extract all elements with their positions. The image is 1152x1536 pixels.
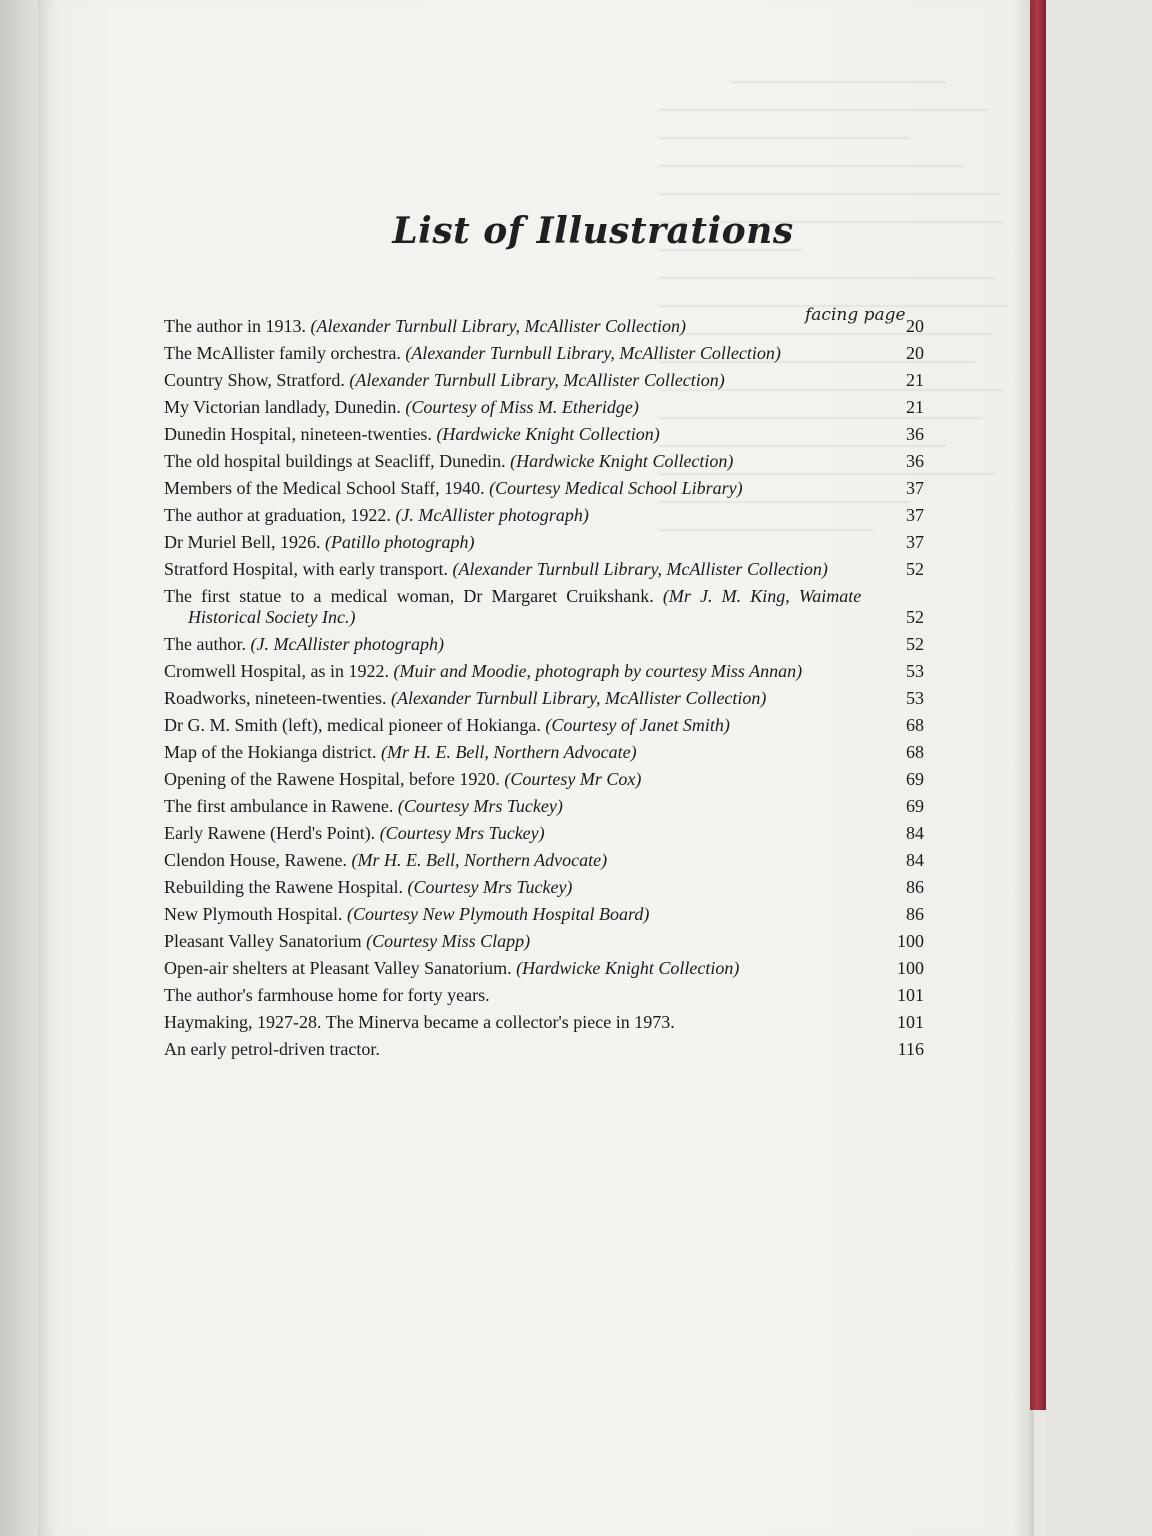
illustration-caption bbox=[164, 505, 861, 526]
facing-page-number: 52 bbox=[906, 607, 924, 627]
caption-credit: (Alexander Turnbull Library, McAllister Collection) bbox=[405, 343, 781, 363]
caption-credit: (Hardwicke Knight Collection) bbox=[436, 424, 660, 444]
caption-title: Roadworks, nineteen-twenties. bbox=[164, 688, 387, 708]
caption-title: Early Rawene (Herd's Point). bbox=[164, 823, 376, 843]
illustration-caption bbox=[164, 688, 861, 709]
illustration-caption bbox=[164, 478, 861, 499]
caption-title: The author at graduation, 1922. bbox=[164, 505, 391, 525]
illustration-caption bbox=[164, 661, 861, 682]
caption-credit: (Courtesy Mrs Tuckey) bbox=[407, 877, 573, 897]
list-item bbox=[164, 397, 924, 418]
caption-credit: (Hardwicke Knight Collection) bbox=[510, 451, 734, 471]
list-item bbox=[164, 823, 924, 844]
facing-page-number: 53 bbox=[906, 688, 924, 708]
caption-title: The author in 1913. bbox=[164, 316, 306, 336]
caption-credit: (Alexander Turnbull Library, McAllister Collection) bbox=[349, 370, 725, 390]
illustration-caption bbox=[164, 451, 861, 472]
caption-title: The old hospital buildings at Seacliff, Dunedin. bbox=[164, 451, 506, 471]
illustration-caption bbox=[164, 424, 861, 445]
facing-page-number: 69 bbox=[906, 796, 924, 816]
list-item bbox=[164, 505, 924, 526]
illustration-caption bbox=[164, 316, 861, 337]
list-item bbox=[164, 688, 924, 709]
list-item bbox=[164, 931, 924, 952]
list-item bbox=[164, 478, 924, 499]
illustration-caption bbox=[164, 586, 861, 628]
list-item bbox=[164, 316, 924, 337]
caption-credit: (Muir and Moodie, photograph by courtesy Miss Annan) bbox=[393, 661, 803, 681]
caption-credit: (Courtesy of Miss M. Etheridge) bbox=[405, 397, 639, 417]
facing-page-number: 21 bbox=[906, 370, 924, 390]
caption-title: Dr Muriel Bell, 1926. bbox=[164, 532, 321, 552]
caption-title: The McAllister family orchestra. bbox=[164, 343, 401, 363]
illustration-caption bbox=[164, 823, 861, 844]
facing-page-number: 84 bbox=[906, 850, 924, 870]
illustration-caption bbox=[164, 769, 861, 790]
caption-title: Members of the Medical School Staff, 1940. bbox=[164, 478, 485, 498]
illustration-caption bbox=[164, 1012, 861, 1033]
list-item bbox=[164, 796, 924, 817]
caption-title: Dunedin Hospital, nineteen-twenties. bbox=[164, 424, 432, 444]
caption-credit: (Patillo photograph) bbox=[324, 532, 475, 552]
caption-credit: (Courtesy Mrs Tuckey) bbox=[379, 823, 545, 843]
caption-title: Stratford Hospital, with early transport. bbox=[164, 559, 448, 579]
facing-page-number: 101 bbox=[897, 985, 924, 1005]
facing-page-number: 86 bbox=[906, 904, 924, 924]
illustration-caption bbox=[164, 532, 861, 553]
facing-page-number: 20 bbox=[906, 343, 924, 363]
caption-title: Open-air shelters at Pleasant Valley Sanatorium. bbox=[164, 958, 512, 978]
caption-credit: (Hardwicke Knight Collection) bbox=[516, 958, 740, 978]
list-item bbox=[164, 424, 924, 445]
caption-credit: (Mr H. E. Bell, Northern Advocate) bbox=[380, 742, 637, 762]
caption-title: Rebuilding the Rawene Hospital. bbox=[164, 877, 403, 897]
facing-page-number: 84 bbox=[906, 823, 924, 843]
illustration-caption bbox=[164, 931, 861, 952]
caption-credit: (Courtesy of Janet Smith) bbox=[545, 715, 730, 735]
facing-page-number: 21 bbox=[906, 397, 924, 417]
caption-title: The author's farmhouse home for forty years. bbox=[164, 985, 490, 1005]
facing-page-number: 36 bbox=[906, 424, 924, 444]
facing-page-number: 20 bbox=[906, 316, 924, 336]
caption-title: New Plymouth Hospital. bbox=[164, 904, 343, 924]
caption-title: Country Show, Stratford. bbox=[164, 370, 345, 390]
caption-title: Pleasant Valley Sanatorium bbox=[164, 931, 362, 951]
facing-page-number: 53 bbox=[906, 661, 924, 681]
list-item bbox=[164, 850, 924, 871]
illustration-caption bbox=[164, 370, 861, 391]
facing-page-number: 37 bbox=[906, 532, 924, 552]
caption-credit: (Courtesy Medical School Library) bbox=[489, 478, 743, 498]
page-title: List of Illustrations bbox=[392, 210, 794, 252]
list-item bbox=[164, 532, 924, 553]
facing-page-number: 36 bbox=[906, 451, 924, 471]
caption-credit: (J. McAllister photograph) bbox=[250, 634, 444, 654]
facing-page-number: 69 bbox=[906, 769, 924, 789]
list-item bbox=[164, 451, 924, 472]
illustration-caption bbox=[164, 877, 861, 898]
caption-credit: (Courtesy Mr Cox) bbox=[504, 769, 642, 789]
illustration-caption bbox=[164, 343, 861, 364]
list-item bbox=[164, 985, 924, 1006]
list-item bbox=[164, 586, 924, 628]
list-item bbox=[164, 769, 924, 790]
caption-credit: (Alexander Turnbull Library, McAllister Collection) bbox=[310, 316, 686, 336]
caption-title: Opening of the Rawene Hospital, before 1920. bbox=[164, 769, 500, 789]
illustration-caption bbox=[164, 904, 861, 925]
list-item bbox=[164, 904, 924, 925]
facing-page-number: 68 bbox=[906, 742, 924, 762]
caption-title: My Victorian landlady, Dunedin. bbox=[164, 397, 401, 417]
caption-title: The author. bbox=[164, 634, 246, 654]
list-item bbox=[164, 370, 924, 391]
caption-title: Cromwell Hospital, as in 1922. bbox=[164, 661, 389, 681]
facing-page-number: 37 bbox=[906, 505, 924, 525]
caption-credit: (J. McAllister photograph) bbox=[395, 505, 589, 525]
caption-title: Dr G. M. Smith (left), medical pioneer of Hokianga. bbox=[164, 715, 541, 735]
facing-page-number: 68 bbox=[906, 715, 924, 735]
list-item bbox=[164, 343, 924, 364]
red-book-cover-edge bbox=[1030, 0, 1046, 1410]
caption-title: An early petrol-driven tractor. bbox=[164, 1039, 380, 1059]
list-item bbox=[164, 1039, 924, 1060]
illustration-caption bbox=[164, 985, 861, 1006]
facing-page-header: facing page bbox=[805, 305, 906, 325]
caption-title: The first ambulance in Rawene. bbox=[164, 796, 394, 816]
list-item bbox=[164, 634, 924, 655]
facing-page-number: 86 bbox=[906, 877, 924, 897]
list-item bbox=[164, 958, 924, 979]
list-item bbox=[164, 559, 924, 580]
illustration-caption bbox=[164, 715, 861, 736]
illustration-caption bbox=[164, 742, 861, 763]
list-item bbox=[164, 715, 924, 736]
facing-page-number: 52 bbox=[906, 559, 924, 579]
facing-page-number: 37 bbox=[906, 478, 924, 498]
caption-title: Map of the Hokianga district. bbox=[164, 742, 377, 762]
caption-credit: (Courtesy Miss Clapp) bbox=[366, 931, 531, 951]
caption-credit: (Courtesy Mrs Tuckey) bbox=[397, 796, 563, 816]
list-item bbox=[164, 1012, 924, 1033]
caption-title: Haymaking, 1927-28. The Minerva became a collector's piece in 1973. bbox=[164, 1012, 675, 1032]
illustration-caption bbox=[164, 634, 861, 655]
caption-credit: (Mr H. E. Bell, Northern Advocate) bbox=[351, 850, 608, 870]
illustrations-list bbox=[164, 316, 924, 1066]
caption-credit: (Courtesy New Plymouth Hospital Board) bbox=[347, 904, 650, 924]
facing-page-number: 101 bbox=[897, 1012, 924, 1032]
facing-page-number: 116 bbox=[897, 1039, 924, 1059]
illustration-caption bbox=[164, 559, 861, 580]
facing-page-number: 100 bbox=[897, 931, 924, 951]
illustration-caption bbox=[164, 397, 861, 418]
list-item bbox=[164, 877, 924, 898]
facing-page-number: 100 bbox=[897, 958, 924, 978]
table-surface bbox=[1046, 0, 1152, 1536]
illustration-caption bbox=[164, 850, 861, 871]
caption-credit: (Alexander Turnbull Library, McAllister Collection) bbox=[390, 688, 767, 708]
facing-page-number: 52 bbox=[906, 634, 924, 654]
illustration-caption bbox=[164, 1039, 861, 1060]
illustration-caption bbox=[164, 958, 861, 979]
caption-credit: (Mr J. M. King, Waimate Historical Society Inc.) bbox=[188, 586, 862, 627]
illustration-caption bbox=[164, 796, 861, 817]
caption-title: Clendon House, Rawene. bbox=[164, 850, 347, 870]
list-item bbox=[164, 661, 924, 682]
caption-title: The first statue to a medical woman, Dr Margaret Cruikshank. bbox=[164, 586, 654, 606]
list-item bbox=[164, 742, 924, 763]
caption-credit: (Alexander Turnbull Library, McAllister Collection) bbox=[452, 559, 828, 579]
